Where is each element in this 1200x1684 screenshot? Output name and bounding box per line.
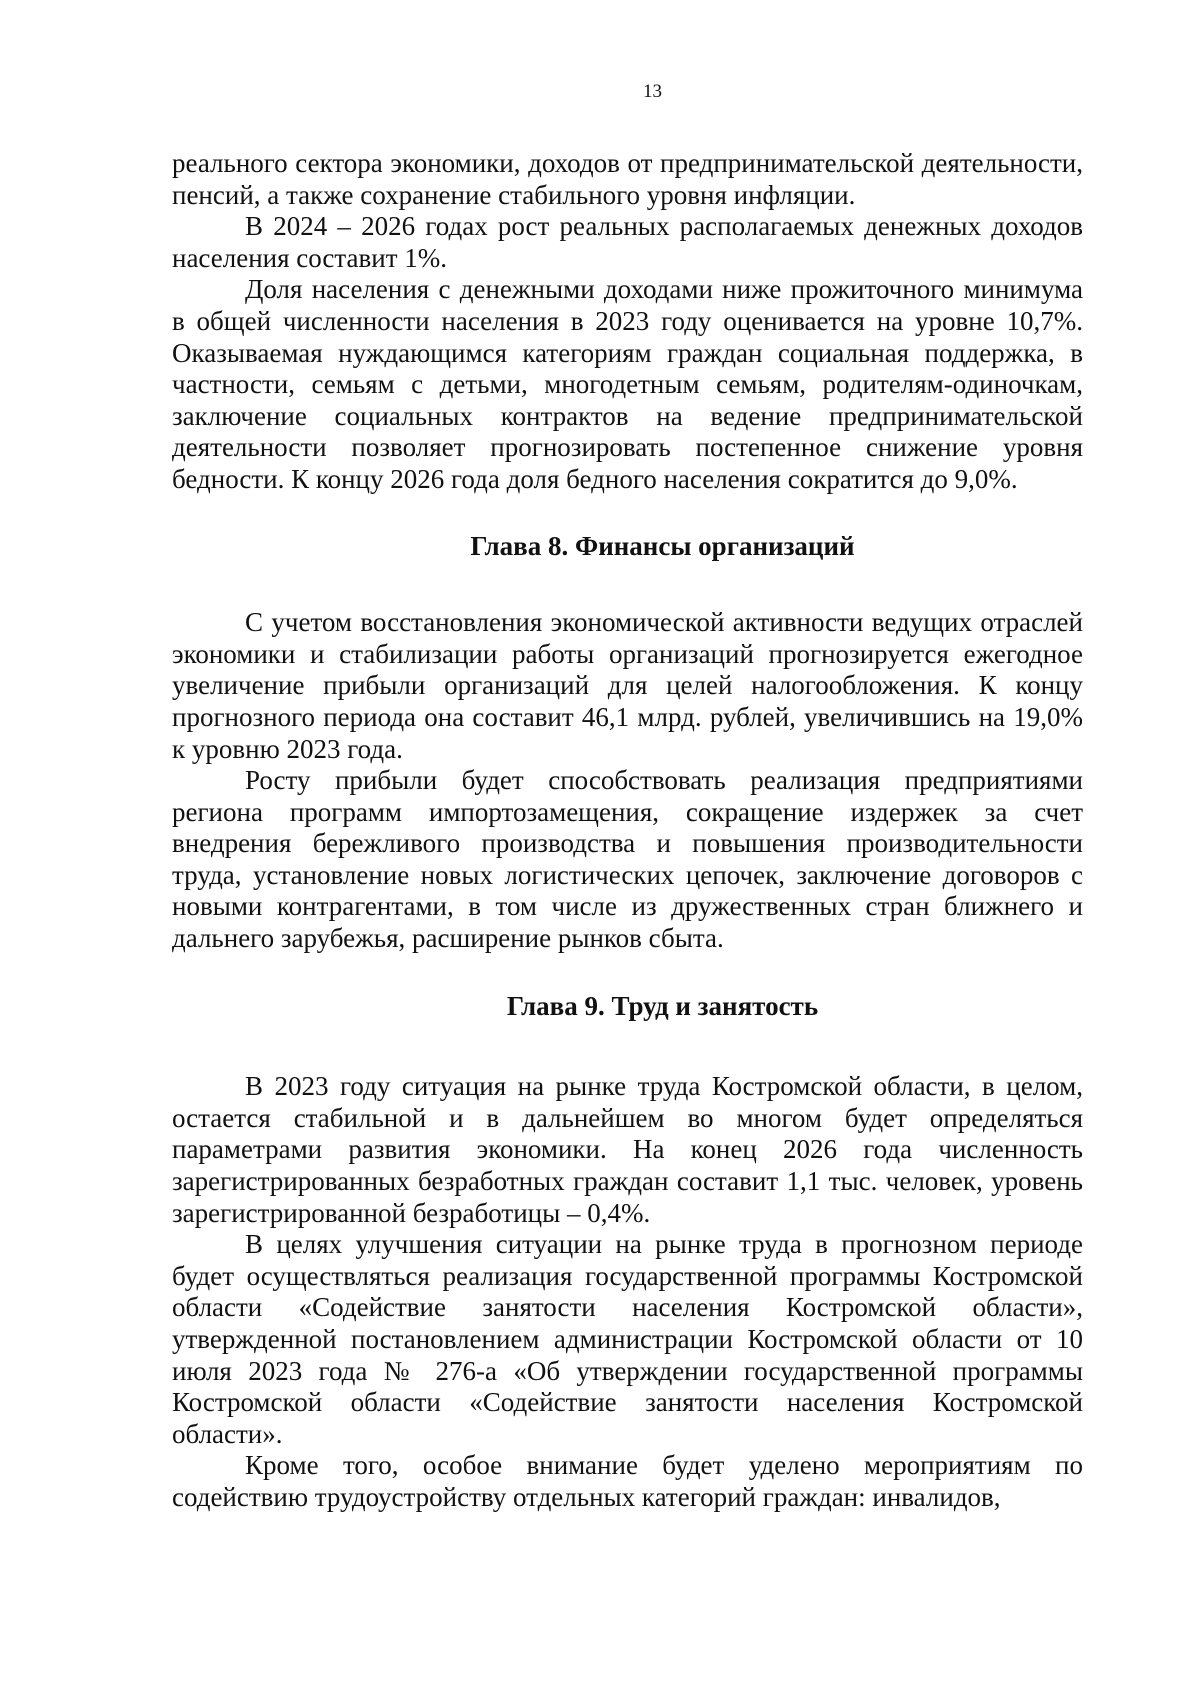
paragraph-income-growth: В 2024 – 2026 годах рост реальных располагаемых денежных доходов населения составит 1%. — [172, 211, 1083, 273]
paragraph-continuation: реального сектора экономики, доходов от предпринимательской деятельности, пенсий, а также сохранение стабильного уровня инфляции. — [172, 148, 1083, 210]
paragraph-special-categories: Кроме того, особое внимание будет уделено мероприятиям по содействию трудоустройству отдельных категорий граждан: инвалидов, — [172, 1450, 1083, 1512]
chapter-9-title: Глава 9. Труд и занятость — [506, 990, 819, 1021]
page-number: 13 — [643, 81, 662, 102]
chapter-8-heading-block — [172, 531, 1083, 563]
document-page — [172, 80, 1083, 1514]
paragraph-labor-market: В 2023 году ситуация на рынке труда Костромской области, в целом, остается стабильной и в дальнейшем во многом будет определяться параметрами развития экономики. На конец 2026 года численность зарегистрированных безработных граждан составит 1,1 тыс. человек, уровень зарегистрированной безработицы – 0,4%. — [172, 1071, 1083, 1228]
chapter-9-heading-block — [172, 991, 1083, 1023]
chapter-8-title: Глава 8. Финансы организаций — [470, 530, 855, 561]
paragraph-employment-program: В целях улучшения ситуации на рынке труда в прогнозном периоде будет осуществляться реализация государственной программы Костромской области «Содействие занятости населения Костромской области», утвержденной постановлением администрации Костромской области от 10 июля 2023 года № 276-а «Об утверждении государственной программы Костромской области «Содействие занятости населения Костромской области». — [172, 1229, 1083, 1449]
paragraph-poverty: Доля населения с денежными доходами ниже прожиточного минимума в общей численности населения в 2023 году оценивается на уровне 10,7%. Оказываемая нуждающимся категориям граждан социальная поддержка, в частности, семьям с детьми, многодетным семьям, родителям-одиночкам, заключение социальных контрактов на ведение предпринимательской деятельности позволяет прогнозировать постепенное снижение уровня бедности. К концу 2026 года доля бедного населения сократится до 9,0%. — [172, 274, 1083, 494]
paragraph-profit-forecast: С учетом восстановления экономической активности ведущих отраслей экономики и стабилизации работы организаций прогнозируется ежегодное увеличение прибыли организаций для целей налогообложения. К концу прогнозного периода она составит 46,1 млрд. рублей, увеличившись на 19,0% к уровню 2023 года. — [172, 607, 1083, 764]
paragraph-profit-drivers: Росту прибыли будет способствовать реализация предприятиями региона программ импортозамещения, сокращение издержек за счет внедрения бережливого производства и повышения производительности труда, установление новых логистических цепочек, заключение договоров с новыми контрагентами, в том числе из дружественных стран ближнего и дальнего зарубежья, расширение рынков сбыта. — [172, 765, 1083, 954]
